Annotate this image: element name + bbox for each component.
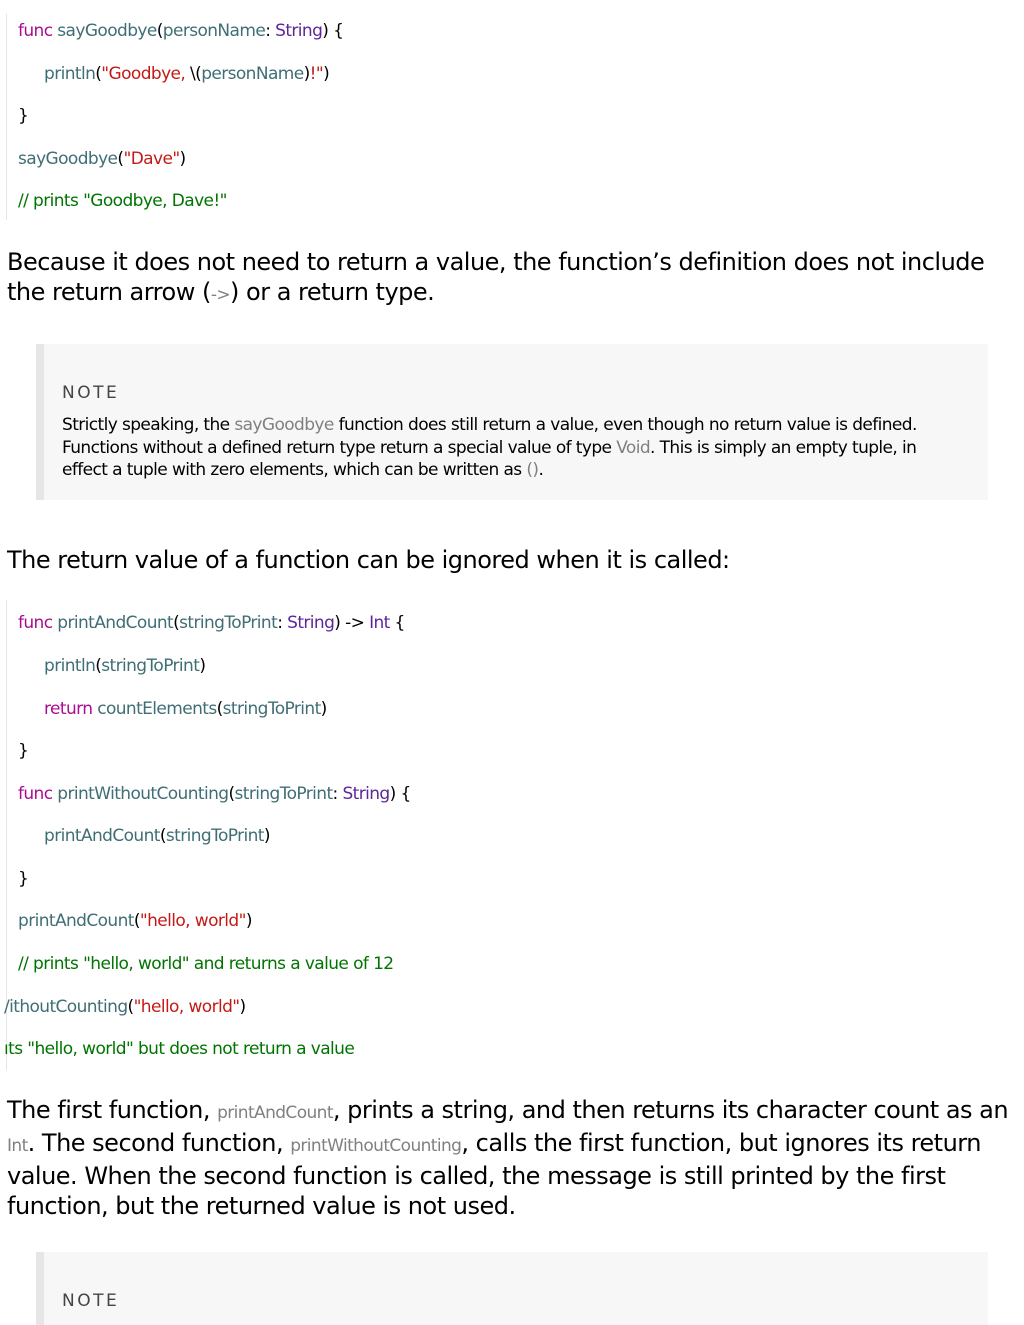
type-name: String xyxy=(342,784,390,804)
code-line: } xyxy=(18,741,29,761)
function-call: printAndCount xyxy=(44,826,160,846)
code-line xyxy=(18,909,252,933)
note-text xyxy=(62,414,962,482)
keyword-func: func xyxy=(18,613,53,633)
punct: ) { xyxy=(322,21,344,41)
punct: ) xyxy=(199,656,206,676)
code-comment: ıts "hello, world" but does not return a value xyxy=(4,1039,355,1059)
interpolation: \( xyxy=(190,64,202,84)
code-line: } xyxy=(18,106,29,126)
punct: : xyxy=(265,21,276,41)
function-call: printAndCount xyxy=(18,911,134,931)
code-line xyxy=(18,611,405,635)
punct: { xyxy=(389,613,405,633)
function-call: /ithoutCounting xyxy=(4,997,128,1017)
note-text-span: . xyxy=(538,460,544,480)
note-label: NOTE xyxy=(62,383,120,403)
function-name: printAndCount xyxy=(57,613,174,633)
code-block-print-and-count xyxy=(0,600,1000,1075)
paragraph-return-arrow xyxy=(7,247,1012,310)
punct: ) xyxy=(323,64,330,84)
inline-code: printWithoutCounting xyxy=(290,1136,462,1156)
punct: ) -> xyxy=(334,613,370,633)
code-line xyxy=(44,824,270,848)
function-call: println xyxy=(44,64,96,84)
code-line xyxy=(18,782,411,806)
function-call: countElements xyxy=(97,699,217,719)
punct: ( xyxy=(228,784,235,804)
function-call: sayGoodbye xyxy=(18,149,118,169)
function-call: println xyxy=(44,656,96,676)
code-line xyxy=(18,19,343,43)
paragraph-text: The first function, xyxy=(7,1096,218,1124)
punct: ) xyxy=(263,826,270,846)
inline-code: Int xyxy=(7,1136,28,1156)
note-text-span: function does still return a value, even though no return value is defined. Functions without a defined return type return a special value of type xyxy=(62,415,917,458)
note-box xyxy=(36,344,988,500)
code-line xyxy=(44,697,327,721)
punct: ( xyxy=(156,21,163,41)
punct: ) xyxy=(245,911,252,931)
param-name: personName xyxy=(162,21,266,41)
punct: ( xyxy=(117,149,124,169)
inline-code: sayGoodbye xyxy=(234,415,334,435)
inline-code: () xyxy=(526,460,539,480)
function-name: printWithoutCounting xyxy=(57,784,229,804)
inline-code: -> xyxy=(210,285,231,305)
string-literal: !" xyxy=(309,64,324,84)
punct: ( xyxy=(95,656,102,676)
punct: : xyxy=(332,784,343,804)
type-name: String xyxy=(275,21,323,41)
paragraph-text: ) or a return type. xyxy=(230,278,435,306)
paragraph-ignored-return: The return value of a function can be ignored when it is called: xyxy=(7,546,730,574)
punct: ) xyxy=(320,699,327,719)
inline-code: Void xyxy=(616,437,651,458)
code-comment: // prints "hello, world" and returns a value of 12 xyxy=(18,954,394,974)
punct: ) { xyxy=(389,784,411,804)
punct: ) xyxy=(179,149,186,169)
keyword-func: func xyxy=(18,784,53,804)
note-box xyxy=(36,1252,988,1325)
string-literal: "Goodbye, xyxy=(101,64,191,84)
param-name: stringToPrint xyxy=(234,784,333,804)
keyword-func: func xyxy=(18,21,53,41)
string-literal: "hello, world" xyxy=(139,911,246,931)
punct: ) xyxy=(303,64,310,84)
variable: personName xyxy=(201,64,304,84)
type-name: Int xyxy=(369,613,390,633)
code-block-rule xyxy=(6,14,7,220)
function-name: sayGoodbye xyxy=(57,21,157,41)
code-line: } xyxy=(18,869,29,889)
paragraph-text: , calls the first function, but ignores its return value. When the second function is called, the message is still printed by the first function, but the returned value is not used. xyxy=(7,1129,981,1220)
keyword-return: return xyxy=(44,699,93,719)
code-line xyxy=(4,995,246,1019)
type-name: String xyxy=(287,613,335,633)
code-block-say-goodbye xyxy=(0,0,1000,230)
variable: stringToPrint xyxy=(222,699,321,719)
code-line xyxy=(18,147,186,171)
punct: ( xyxy=(173,613,180,633)
punct: ( xyxy=(95,64,102,84)
string-literal: "Dave" xyxy=(123,149,180,169)
punct: ( xyxy=(159,826,166,846)
note-text-span: . This is simply an empty tuple, in effect a tuple with zero elements, which can be written as xyxy=(62,437,917,480)
note-label: NOTE xyxy=(62,1291,120,1311)
param-name: stringToPrint xyxy=(179,613,278,633)
code-line xyxy=(44,62,329,86)
variable: stringToPrint xyxy=(165,826,264,846)
paragraph-text: Because it does not need to return a value, the function’s definition does not include the return arrow ( xyxy=(7,248,985,306)
variable: stringToPrint xyxy=(101,656,200,676)
punct: ) xyxy=(239,997,246,1017)
string-literal: "hello, world" xyxy=(133,997,240,1017)
paragraph-text: . The second function, xyxy=(27,1129,291,1157)
code-comment: // prints "Goodbye, Dave!" xyxy=(18,191,227,211)
punct: ( xyxy=(127,997,134,1017)
punct: ( xyxy=(133,911,140,931)
punct: ( xyxy=(216,699,223,719)
note-text-span: Strictly speaking, the xyxy=(62,415,235,435)
code-line xyxy=(44,654,205,678)
inline-code: printAndCount xyxy=(217,1103,333,1123)
punct: : xyxy=(277,613,288,633)
paragraph-first-function xyxy=(7,1095,1012,1221)
paragraph-text: , prints a string, and then returns its character count as an xyxy=(332,1096,1009,1124)
